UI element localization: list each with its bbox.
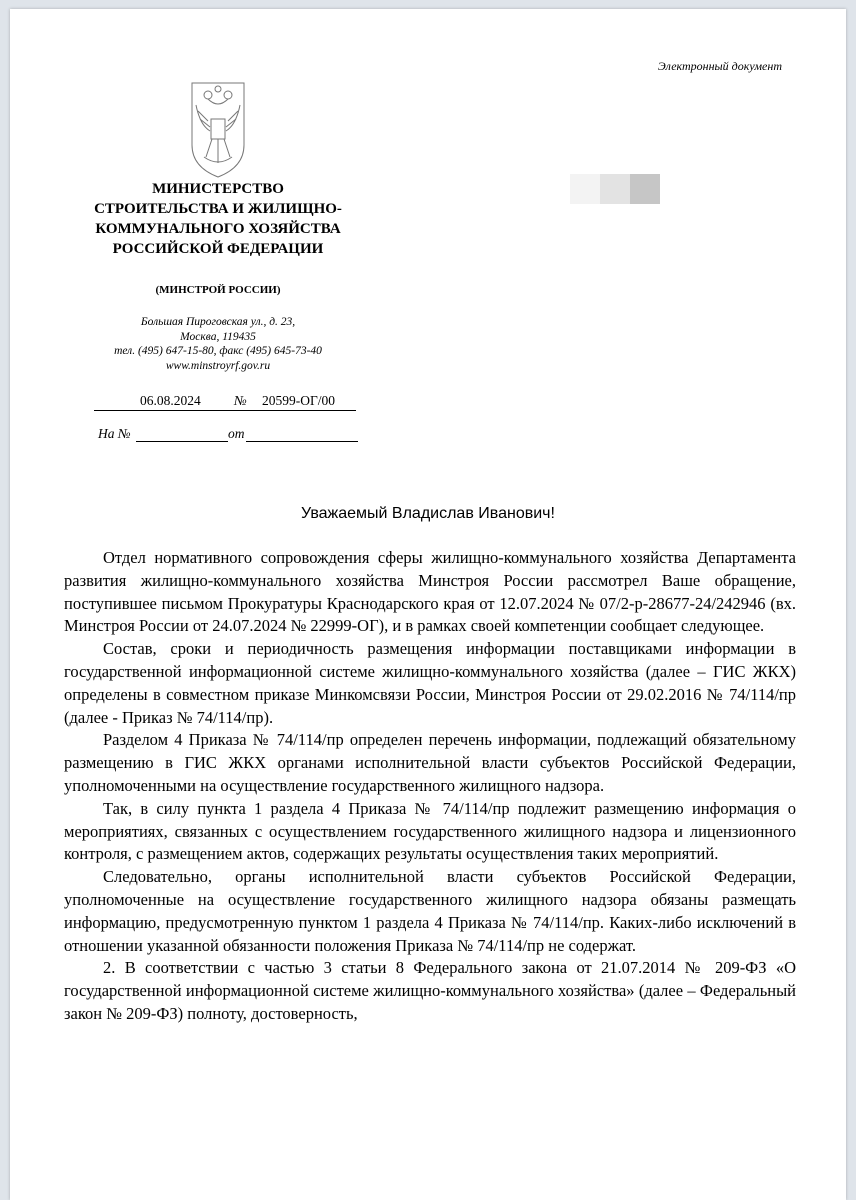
ministry-short-name: (МИНСТРОЙ РОССИИ) [155,284,281,296]
ministry-line: РОССИЙСКОЙ ФЕДЕРАЦИИ [112,241,324,257]
document-page [10,9,846,1200]
electronic-document-label: Электронный документ [657,59,782,73]
ministry-line: СТРОИТЕЛЬСТВА И ЖИЛИЩНО- [94,201,342,217]
paragraph: Состав, сроки и периодичность размещения информации поставщиками информации в государственной информационной системе жилищно-коммунального хозяйства (далее – ГИС ЖКХ) определены в совместном приказе Минкомсвязи России, Минстроя России от 29.02.2016 № 74/114/пр (далее - Приказ № 74/114/пр). [64,639,796,727]
redacted-addressee [570,174,660,204]
coat-of-arms-icon [186,75,250,179]
address-line: Москва, 119435 [180,330,256,343]
paragraph: Следовательно, органы исполнительной власти субъектов Российской Федерации, уполномоченные на осуществление государственного жилищного надзора обязаны размещать информацию, предусмотренную пунктом 1 раздела 4 Приказа № 74/114/пр. Каких-либо исключений в отношении указанной обязанности положения Приказа № 74/114/пр не содержат. [64,867,796,955]
address-line: www.minstroyrf.gov.ru [165,359,271,372]
paragraph: Так, в силу пункта 1 раздела 4 Приказа № 74/114/пр подлежит размещению информация о мероприятиях, связанных с осуществлением государственного жилищного надзора и лицензионного контроля, с размещением актов, содержащих результаты осуществления таких мероприятий. [64,798,796,864]
letter-body [64,547,796,1026]
reply-number-blank [136,426,228,442]
reply-date-blank [246,426,358,442]
reply-reference-line [98,426,360,444]
registration-number: 20599-ОГ/00 [262,393,336,408]
ministry-line: МИНИСТЕРСТВО [152,181,284,197]
ministry-line: КОММУНАЛЬНОГО ХОЗЯЙСТВА [95,221,341,237]
ministry-name [70,179,366,259]
address-line: Большая Пироговская ул., д. 23, [140,316,296,328]
paragraph: Разделом 4 Приказа № 74/114/пр определен перечень информации, подлежащий обязательному размещению в ГИС ЖКХ органами исполнительной власти субъектов Российской Федерации, уполномоченными на осуществление государственного жилищного надзора. [64,730,796,795]
number-sign: № [234,393,247,408]
registration-date: 06.08.2024 [140,393,201,408]
reply-from-label: от [228,426,245,441]
greeting: Уважаемый Владислав Иванович! [301,505,555,522]
paragraph: Отдел нормативного сопровождения сферы жилищно-коммунального хозяйства Департамента развития жилищно-коммунального хозяйства Минстроя России рассмотрел Ваше обращение, поступившее письмом Прокуратуры Краснодарского края от 12.07.2024 № 07/2-р-28677-24/242946 (вх. Минстроя России от 24.07.2024 № 22999-ОГ), и в рамках своей компетенции сообщает следующее. [64,548,796,636]
registration-line [94,392,356,411]
paragraph: 2. В соответствии с частью 3 статьи 8 Федерального закона от 21.07.2014 № 209-ФЗ «О государственной информационной системе жилищно-коммунального хозяйства» (далее – Федеральный закон № 209-ФЗ) полноту, достоверность, [64,958,796,1023]
ministry-address [70,315,366,373]
address-line: тел. (495) 647-15-80, факс (495) 645-73-40 [114,345,322,357]
reply-prefix: На № [98,426,131,441]
